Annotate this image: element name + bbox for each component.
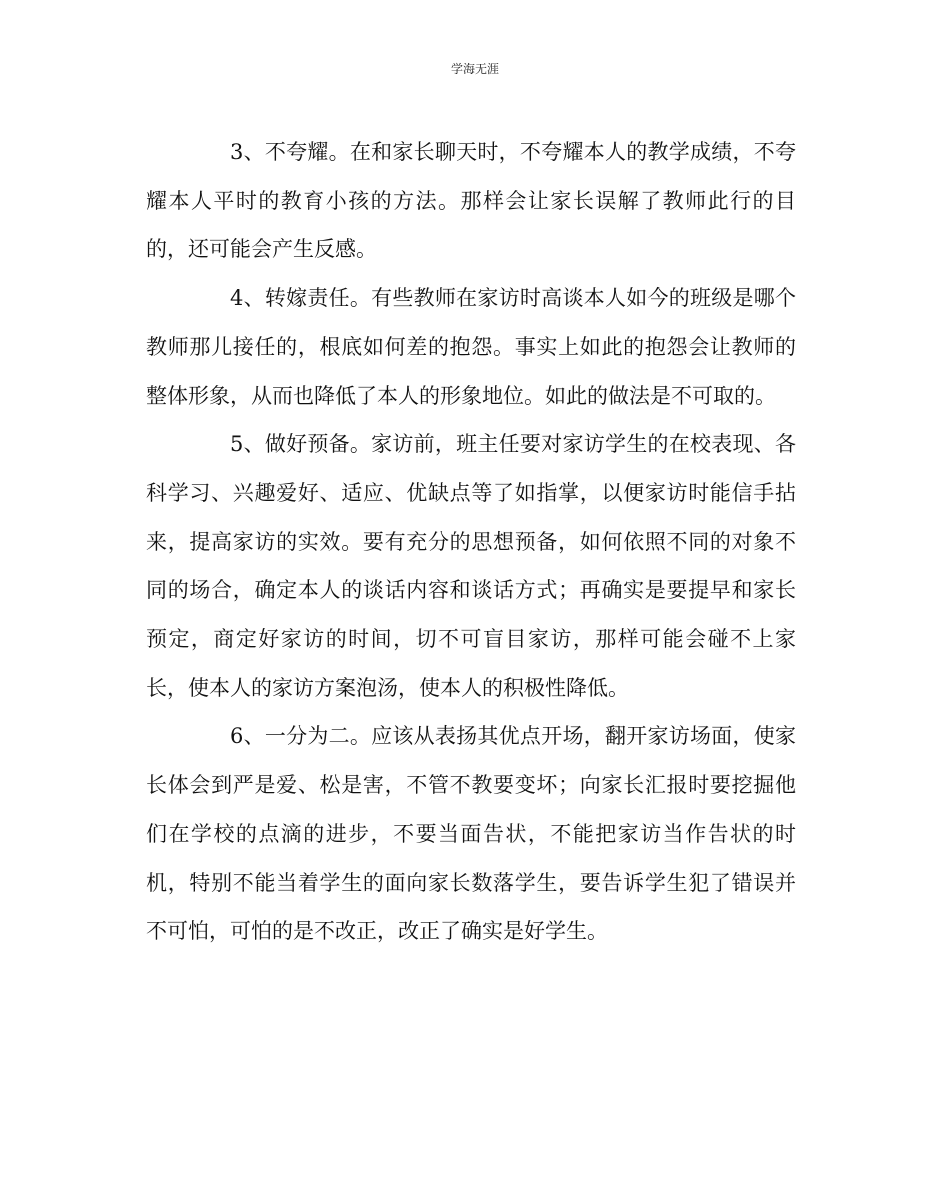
paragraph-5: 5、做好预备。家访前，班主任要对家访学生的在校表现、各科学习、兴趣爱好、适应、优缺点等了如指掌，以便家访时能信手拈来，提高家访的实效。要有充分的思想预备，如何依照不同的对象不同的场合，确定本人的谈话内容和谈话方式；再确实是要提早和家长预定，商定好家访的时间，切不可盲目家访，那样可能会碰不上家长，使本人的家访方案泡汤，使本人的积极性降低。 (146, 432, 796, 700)
document-body (146, 128, 796, 956)
paragraph-3: 3、不夸耀。在和家长聊天时，不夸耀本人的教学成绩，不夸耀本人平时的教育小孩的方法。那样会让家长误解了教师此行的目的，还可能会产生反感。 (146, 140, 796, 262)
page-header: 学海无涯 (450, 62, 499, 76)
paragraph-6: 6、一分为二。应该从表扬其优点开场，翻开家访场面，使家长体会到严是爱、松是害，不管不教要变坏；向家长汇报时要挖掘他们在学校的点滴的进步，不要当面告状，不能把家访当作告状的时机，特别不能当着学生的面向家长数落学生，要告诉学生犯了错误并不可怕，可怕的是不改正，改正了确实是好学生。 (146, 724, 796, 944)
paragraph-4: 4、转嫁责任。有些教师在家访时高谈本人如今的班级是哪个教师那儿接任的，根底如何差的抱怨。事实上如此的抱怨会让教师的整体形象，从而也降低了本人的形象地位。如此的做法是不可取的。 (146, 286, 796, 408)
